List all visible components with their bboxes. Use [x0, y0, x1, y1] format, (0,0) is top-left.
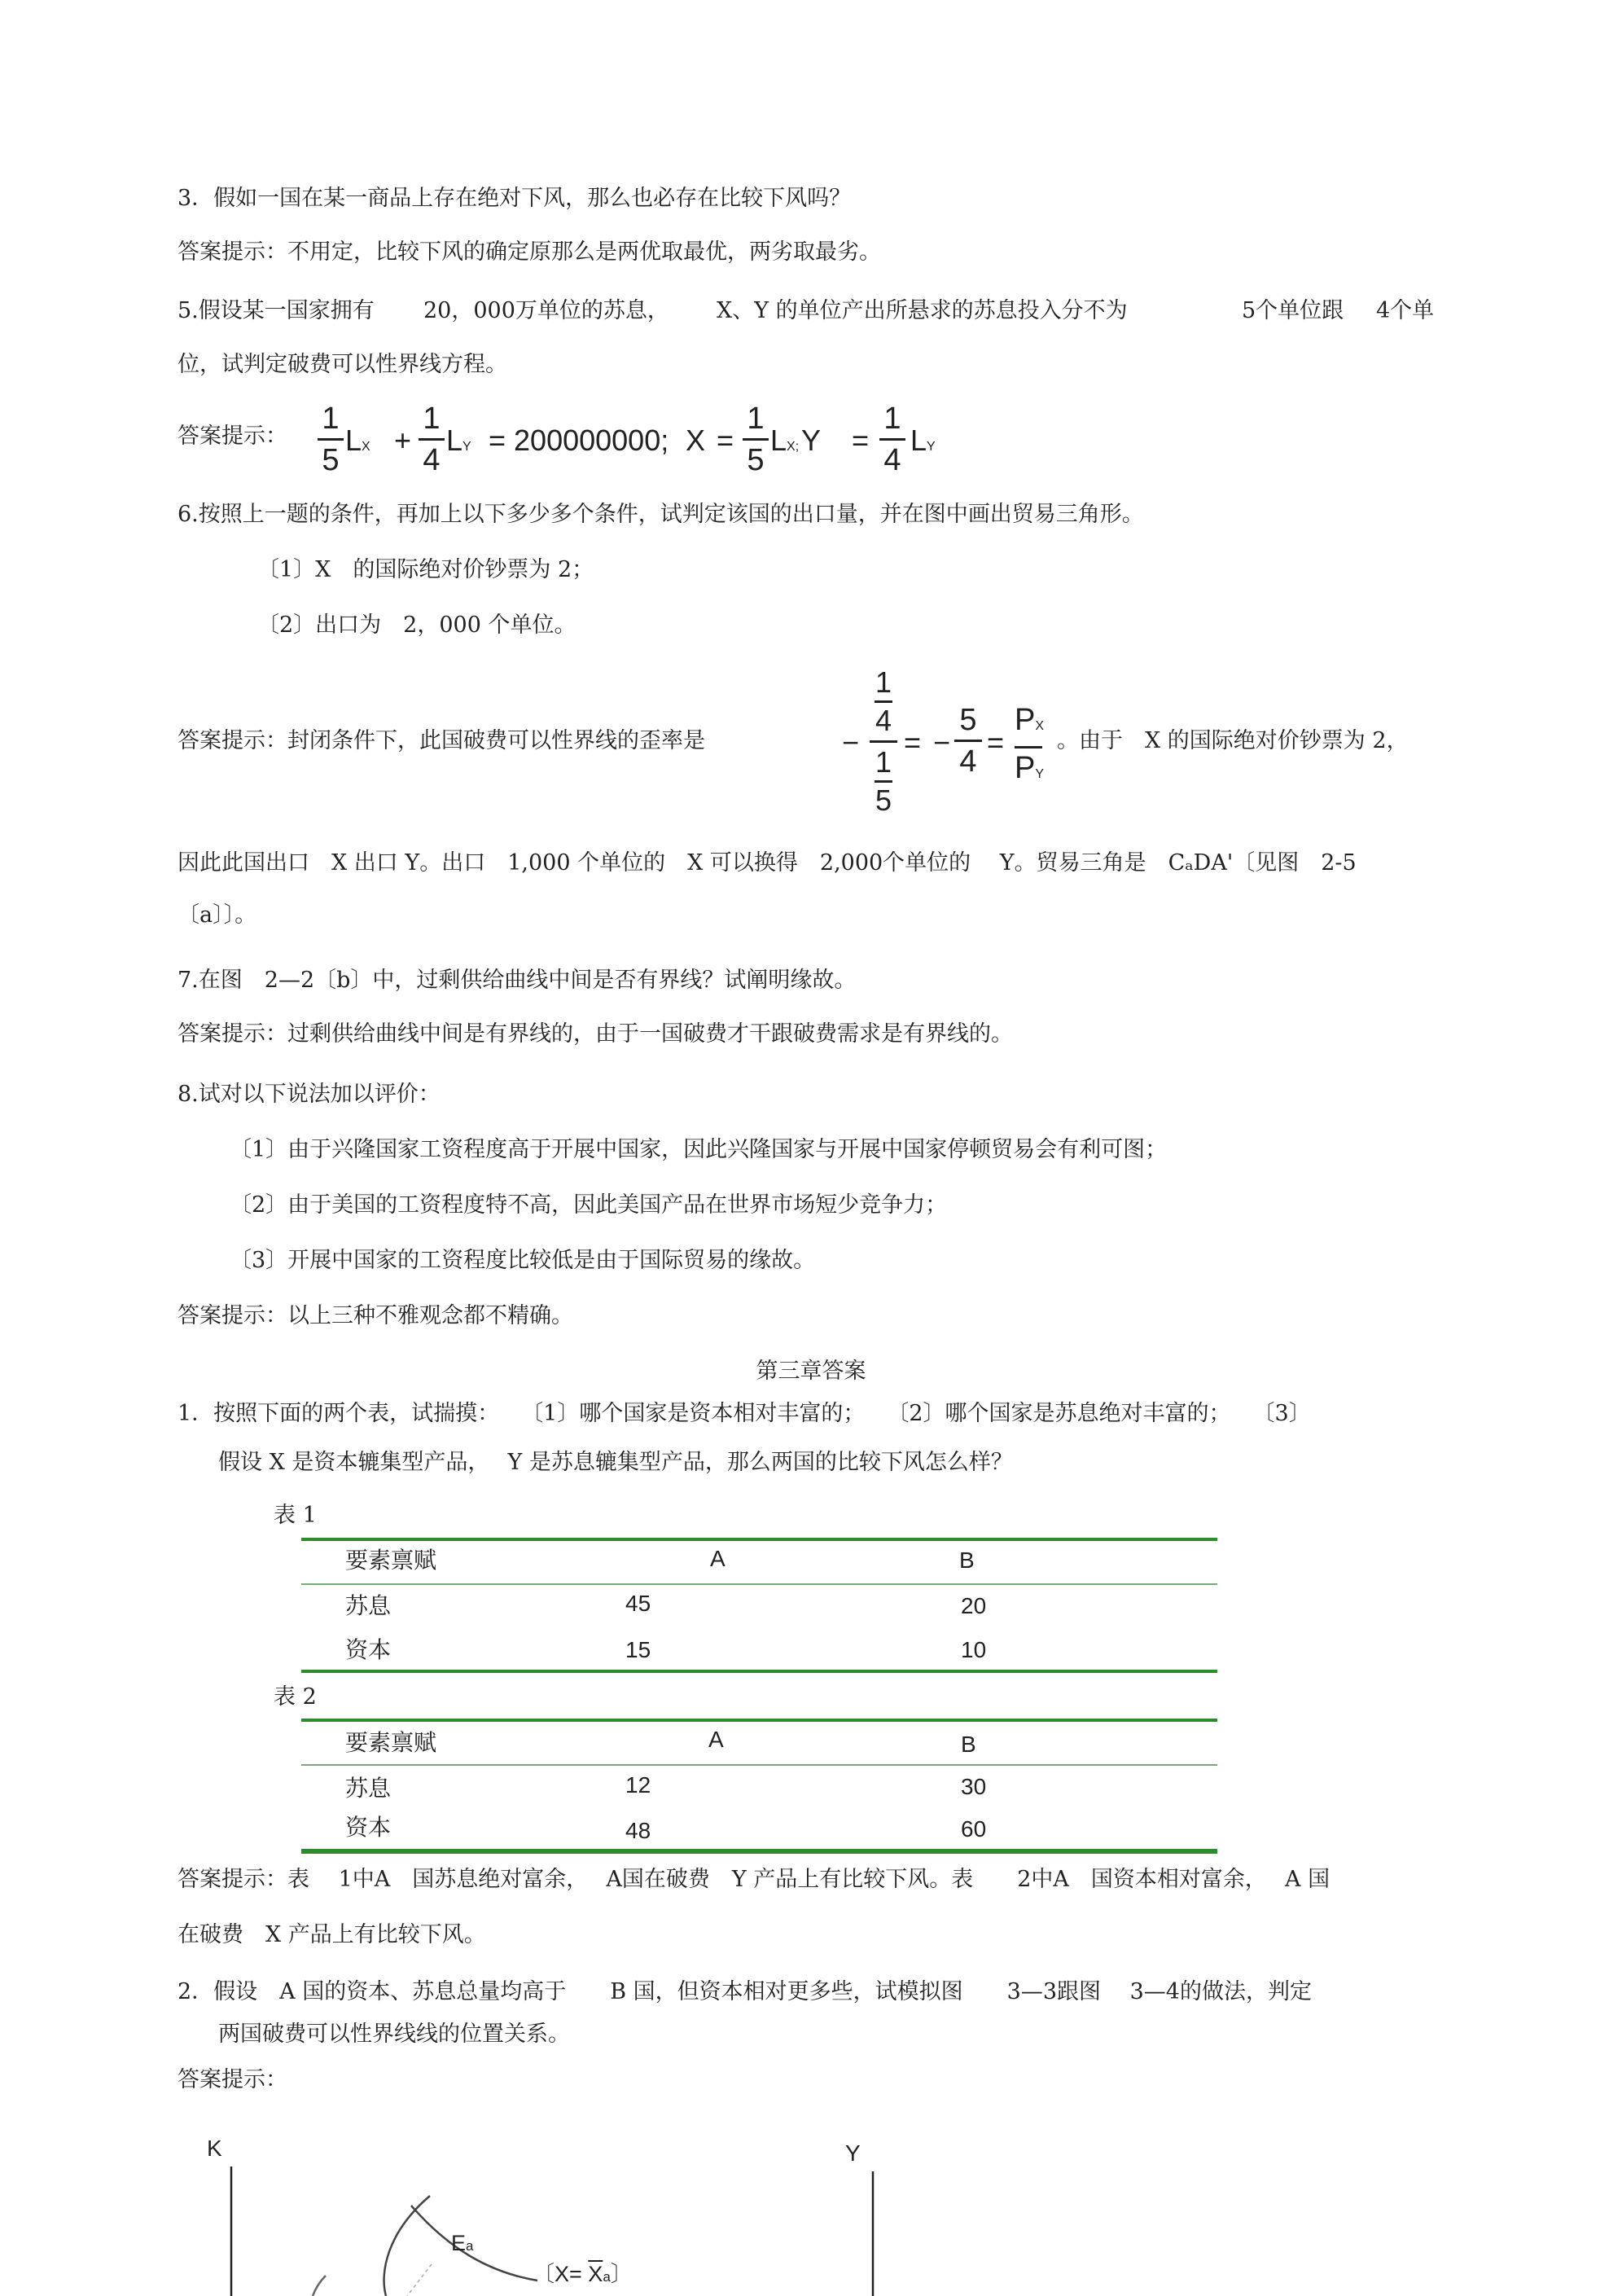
question-8: 8.试对以下说法加以评价： — [178, 1082, 441, 1107]
table-1-header-a: A — [710, 1546, 726, 1571]
table-row: 资本 — [345, 1814, 392, 1841]
table-2-header-a: A — [708, 1727, 724, 1752]
question-5-line-2: 位，试判定破费可以性界线方程。 — [178, 352, 507, 377]
answer-6-label: 答案提示：封闭条件下，此国破费可以性界线的歪率是 — [178, 728, 705, 753]
table-cell: 48 — [625, 1818, 651, 1843]
rhs-value: = 200000000; — [489, 424, 669, 457]
table-row: 苏息 — [345, 1592, 392, 1619]
chapter-3-question-1-line-2: 假设 X 是资本辘集型产品， Y 是苏息辘集型产品，那么两国的比较下风怎么样？ — [218, 1450, 1013, 1475]
table-row: 苏息 — [345, 1775, 392, 1802]
fraction-1-5: 1 5 — [318, 401, 344, 478]
var-lx-b: LX; — [770, 424, 800, 457]
table-1-header-factor: 要素禀赋 — [345, 1547, 437, 1574]
table-1-caption: 表 1 — [274, 1503, 317, 1528]
minus-sign-1: − — [842, 726, 860, 759]
table-cell: 20 — [961, 1593, 987, 1618]
fraction-1-4-b: 1 4 — [879, 401, 905, 478]
equals-sign-2: = — [987, 726, 1005, 759]
var-lx: LX — [345, 424, 370, 457]
y-eq-label: Y — [801, 424, 822, 457]
table-2-header-b: B — [961, 1732, 976, 1757]
question-5-part-d: 5个单位跟 — [1242, 298, 1344, 323]
chapter-3-answer-2-label: 答案提示： — [178, 2067, 287, 2092]
table-2-caption: 表 2 — [274, 1684, 317, 1710]
answer-7: 答案提示：过剩供给曲线中间是有界线的，由于一国破费才干跟破费需求是有界线的。 — [178, 1021, 1013, 1047]
answer-5-label: 答案提示： — [178, 424, 287, 449]
equals-sign-1: = — [904, 726, 922, 759]
table-cell: 30 — [961, 1774, 987, 1799]
equals-2: = — [852, 424, 870, 457]
table-1-header-b: B — [959, 1547, 975, 1573]
fraction-5-4: 5 4 — [954, 702, 982, 779]
answer-8: 答案提示：以上三种不雅观念都不精确。 — [178, 1303, 573, 1328]
question-3: 3．假如一国在某一商品上存在绝对下风，那么也必存在比较下风吗？ — [178, 186, 852, 211]
chapter-3-question-1-line-1: 1．按照下面的两个表，试揣摸： 〔1〕哪个国家是资本相对丰富的； 〔2〕哪个国家是苏息绝对丰富的； 〔3〕 — [178, 1401, 1311, 1426]
question-5-part-e: 4个单 — [1376, 298, 1435, 323]
question-8-statement-2: 〔2〕由于美国的工资程度特不高，因此美国产品在世界市场短少竞争力； — [230, 1192, 948, 1218]
fraction-1-5-b: 1 5 — [743, 401, 769, 478]
question-6-condition-2: 〔2〕出口为 2，000 个单位。 — [257, 612, 576, 638]
question-5-part-a: 5.假设某一国家拥有 — [178, 298, 375, 323]
chapter-3-answer-1-line-1: 答案提示：表 1中A 国苏息绝对富余， A国在破费 Y 产品上有比较下风。表 2中A 国资本相对富余， A 国 — [178, 1867, 1330, 1892]
k-axis-label: K — [207, 2136, 222, 2161]
table-2-header-factor: 要素禀赋 — [345, 1729, 437, 1756]
answer-3: 答案提示：不用定，比较下风的确定原那么是两优取最优，两劣取最劣。 — [178, 239, 881, 265]
chapter-3-answer-1-line-2: 在破费 X 产品上有比较下风。 — [178, 1922, 486, 1947]
question-7: 7.在图 2—2〔b〕中，过剩供给曲线中间是否有界线？试阐明缘故。 — [178, 968, 857, 993]
question-8-statement-1: 〔1〕由于兴隆国家工资程度高于开展中国家，因此兴隆国家与开展中国家停顿贸易会有利可图； — [230, 1137, 1168, 1162]
question-6: 6.按照上一题的条件，再加上以下多少多个条件，试判定该国的出口量，并在图中画出贸易三角形。 — [178, 502, 1144, 527]
minus-sign-2: − — [933, 726, 951, 759]
y-axis-label: Y — [845, 2140, 861, 2166]
question-5-part-c: X、Y 的单位产出所悬求的苏息投入分不为 — [717, 298, 1128, 323]
table-row: 资本 — [345, 1636, 392, 1663]
chapter-3-question-2-line-2: 两国破费可以性界线线的位置关系。 — [218, 2022, 570, 2047]
question-8-statement-3: 〔3〕开展中国家的工资程度比较低是由于国际贸易的缘故。 — [230, 1248, 816, 1273]
x-eq-label: X — [686, 424, 706, 457]
chapter-3-heading: 第三章答案 — [756, 1359, 866, 1384]
question-6-condition-1: 〔1〕X 的国际绝对价钞票为 2； — [257, 557, 594, 582]
plus-sign: + — [394, 424, 412, 457]
answer-6-line-3: 〔a〕〕。 — [178, 902, 257, 928]
table-cell: 45 — [625, 1591, 651, 1616]
price-ratio-fraction: PX PY — [1015, 703, 1045, 785]
answer-6-tail: 。由于 X 的国际绝对价钞票为 2， — [1057, 728, 1409, 753]
table-cell: 12 — [625, 1772, 651, 1798]
var-ly: LY — [446, 424, 471, 457]
fraction-1-4: 1 4 — [419, 401, 445, 478]
table-cell: 60 — [961, 1816, 987, 1842]
var-ly-b: LY — [910, 424, 936, 457]
nested-fraction: 1 4 1 5 — [870, 666, 897, 817]
equals-1: = — [717, 424, 734, 457]
chapter-3-question-2-line-1: 2．假设 A 国的资本、苏息总量均高于 B 国，但资本相对更多些，试模拟图 3—3跟图 3—4的做法，判定 — [178, 1979, 1312, 2004]
ea-point-label: Ea — [451, 2231, 474, 2255]
isoquant-label: 〔$X= \overline{X}a$〕 — [533, 2262, 633, 2286]
answer-6-line-2: 因此此国出口 X 出口 Y。出口 1,000 个单位的 X 可以换得 2,000个单位的 Y。贸易三角是 CₐDA'〔见图 2-5 — [178, 850, 1357, 876]
table-cell: 15 — [625, 1637, 651, 1662]
table-cell: 10 — [961, 1637, 987, 1662]
question-5-part-b: 20，000万单位的苏息， — [423, 298, 669, 323]
